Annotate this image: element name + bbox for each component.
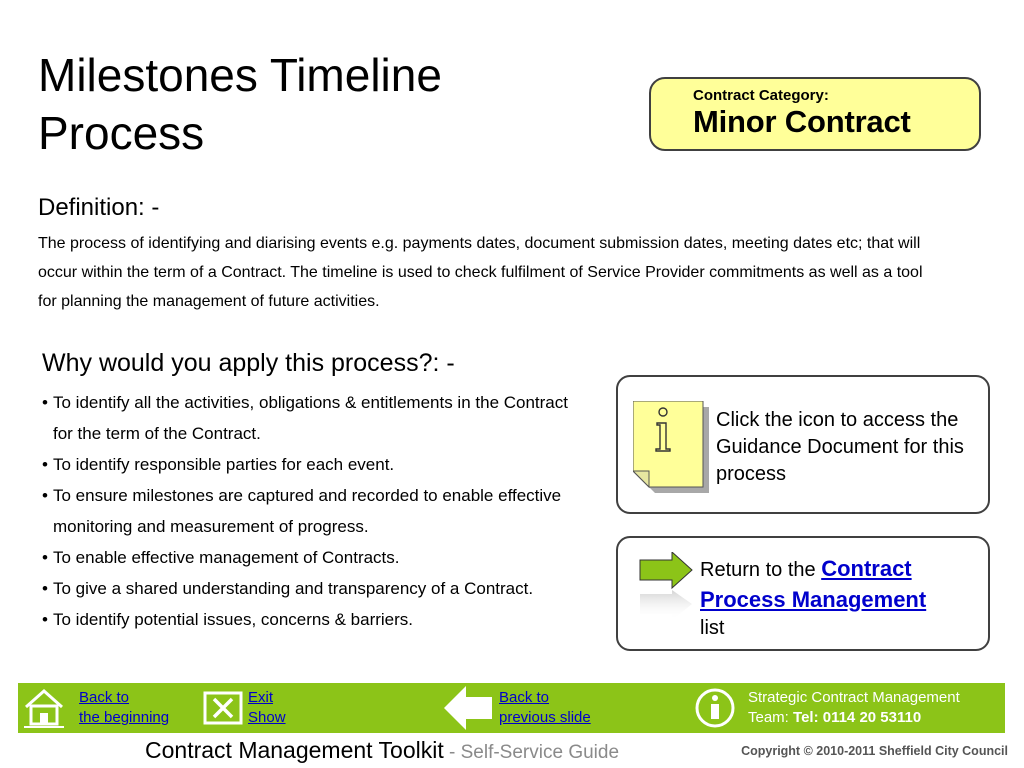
return-prefix: Return to the xyxy=(700,559,822,581)
contact-line-1: Strategic Contract Management xyxy=(748,689,960,706)
why-list-item: • To identify potential issues, concerns & barriers. xyxy=(42,604,592,635)
return-text xyxy=(700,554,985,640)
why-list-item: • To identify all the activities, obligations & entitlements in the Contract for the term of the Contract. xyxy=(42,387,592,449)
why-heading: Why would you apply this process?: - xyxy=(42,349,455,377)
toolkit-title xyxy=(145,737,619,764)
back-to-beginning-line-2: the beginning xyxy=(79,709,170,726)
why-list-item: • To identify responsible parties for each event. xyxy=(42,449,592,480)
footer-nav-bar xyxy=(18,683,1005,733)
previous-slide-line-1: Back to xyxy=(499,689,550,706)
contact-info xyxy=(748,688,960,728)
document-info-icon[interactable] xyxy=(633,401,709,493)
definition-text: The process of identifying and diarising events e.g. payments dates, document submission dates, meeting dates etc; that will occur within the term of a Contract. The timeline is used to check fulfilment of Service Provider commitments as well as a tool for planning the management of future activities. xyxy=(38,235,923,310)
why-list-item: • To ensure milestones are captured and recorded to enable effective monitoring and measurement of progress. xyxy=(42,480,592,542)
return-suffix: list xyxy=(700,617,725,639)
return-panel xyxy=(616,536,990,651)
arrow-right-icon[interactable] xyxy=(638,552,694,620)
page-title-line-1: Milestones Timeline xyxy=(38,49,442,101)
contact-line-2 xyxy=(748,708,960,728)
why-list-item: • To give a shared understanding and transparency of a Contract. xyxy=(42,573,592,604)
arrow-left-icon[interactable] xyxy=(442,683,494,733)
why-list-item: • To enable effective management of Contracts. xyxy=(42,542,592,573)
contact-telephone: Tel: 0114 20 53110 xyxy=(793,709,922,726)
home-icon[interactable] xyxy=(22,683,66,733)
why-list xyxy=(42,387,592,635)
contract-category-label: Contract Category: xyxy=(693,87,829,104)
definition-heading: Definition: - xyxy=(38,194,160,221)
contract-category-box xyxy=(649,77,981,151)
copyright-text: Copyright © 2010-2011 Sheffield City Council xyxy=(741,744,1008,758)
toolkit-subtitle: - Self-Service Guide xyxy=(443,742,620,763)
exit-show-line-1: Exit xyxy=(248,689,274,706)
page-title xyxy=(38,46,442,162)
exit-show-link[interactable] xyxy=(248,688,286,728)
contact-team-label: Team: xyxy=(748,709,794,726)
back-to-beginning-line-1: Back to xyxy=(79,689,130,706)
page-title-line-2: Process xyxy=(38,107,205,159)
previous-slide-line-2: previous slide xyxy=(499,709,591,726)
back-to-beginning-link[interactable] xyxy=(79,688,169,728)
guidance-instruction-text: Click the icon to access the Guidance Document for this process xyxy=(716,409,964,485)
guidance-panel xyxy=(616,375,990,514)
info-circle-icon[interactable] xyxy=(694,683,736,733)
exit-show-line-2: Show xyxy=(248,709,286,726)
toolkit-title-main: Contract Management Toolkit xyxy=(145,737,444,763)
contract-category-value: Minor Contract xyxy=(693,104,911,139)
contract-process-management-link[interactable]: Contract Process Management xyxy=(700,556,927,612)
previous-slide-link[interactable] xyxy=(499,688,591,728)
close-box-icon[interactable] xyxy=(202,683,244,733)
